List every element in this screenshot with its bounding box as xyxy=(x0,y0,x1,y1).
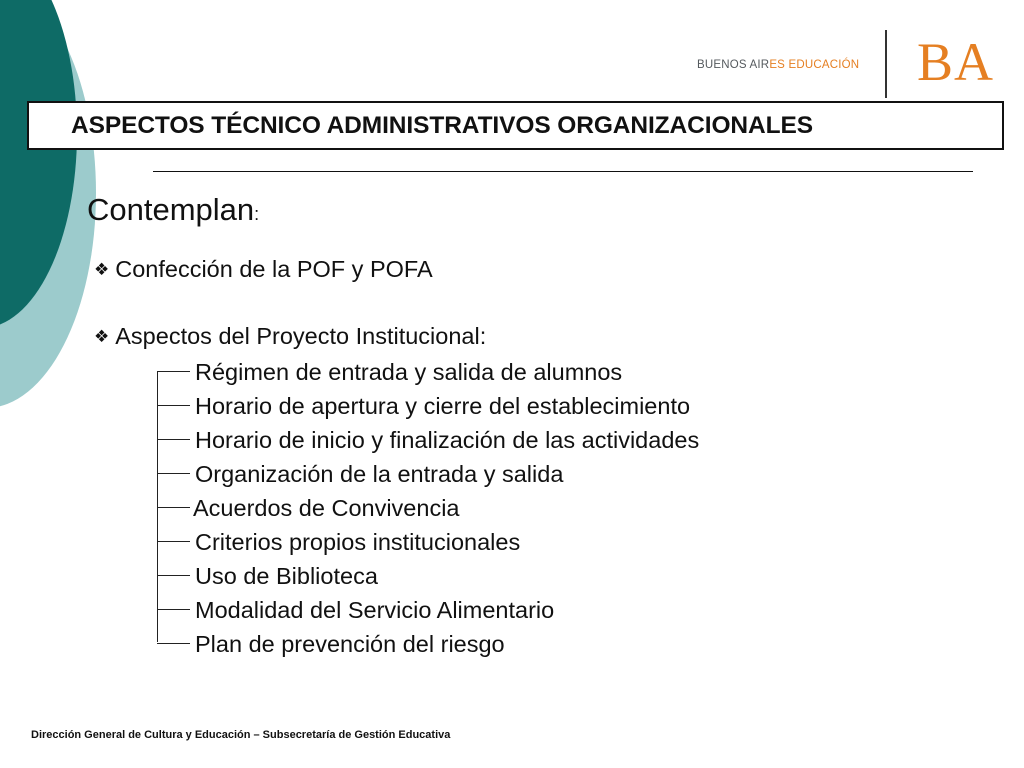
tree-branch-line xyxy=(157,371,190,372)
sub-list-item-text: Modalidad del Servicio Alimentario xyxy=(195,597,555,623)
tree-branch-line xyxy=(157,575,190,576)
bullet-item xyxy=(94,256,433,283)
tree-branch-line xyxy=(157,609,190,610)
tree-branch-line xyxy=(157,439,190,440)
tree-branch-line xyxy=(157,473,190,474)
sub-list-item-text: Horario de apertura y cierre del establecimiento xyxy=(195,393,691,419)
tree-branch-line xyxy=(157,507,190,508)
bullet-text: Confección de la POF y POFA xyxy=(115,256,433,282)
logo-brand-part2: ES EDUCACIÓN xyxy=(769,59,860,71)
sub-list-item-text: Uso de Biblioteca xyxy=(195,563,378,589)
logo-initials: BA xyxy=(917,32,995,92)
footer-text: Dirección General de Cultura y Educación – Subsecretaría de Gestión Educativa xyxy=(31,729,451,741)
subtitle-colon: : xyxy=(254,204,260,224)
sub-list-item-text: Plan de prevención del riesgo xyxy=(195,631,505,657)
sub-list-item-text: Criterios propios institucionales xyxy=(195,529,521,555)
sub-list-item-text: Organización de la entrada y salida xyxy=(195,461,564,487)
tree-branch-line xyxy=(157,405,190,406)
tree-branch-line xyxy=(157,643,190,644)
bullet-text: Aspectos del Proyecto Institucional: xyxy=(115,323,487,349)
diamond-bullet-icon: ❖ xyxy=(94,327,110,347)
sub-list-item-text: Régimen de entrada y salida de alumnos xyxy=(195,359,623,385)
logo-brand-part1: BUENOS AIR xyxy=(697,59,770,71)
slide-title: ASPECTOS TÉCNICO ADMINISTRATIVOS ORGANIZACIONALES xyxy=(71,112,813,139)
horizontal-rule xyxy=(153,171,973,172)
title-box xyxy=(27,101,1004,150)
diamond-bullet-icon: ❖ xyxy=(94,260,110,280)
bullet-item xyxy=(94,323,486,350)
subtitle-text: Contemplan xyxy=(87,192,255,227)
subtitle xyxy=(87,192,259,228)
sub-list-item-text: Acuerdos de Convivencia xyxy=(193,495,460,521)
logo-divider xyxy=(885,30,887,98)
sub-list-item-text: Horario de inicio y finalización de las actividades xyxy=(195,427,700,453)
logo-brand-text xyxy=(697,59,859,71)
tree-branch-line xyxy=(157,541,190,542)
